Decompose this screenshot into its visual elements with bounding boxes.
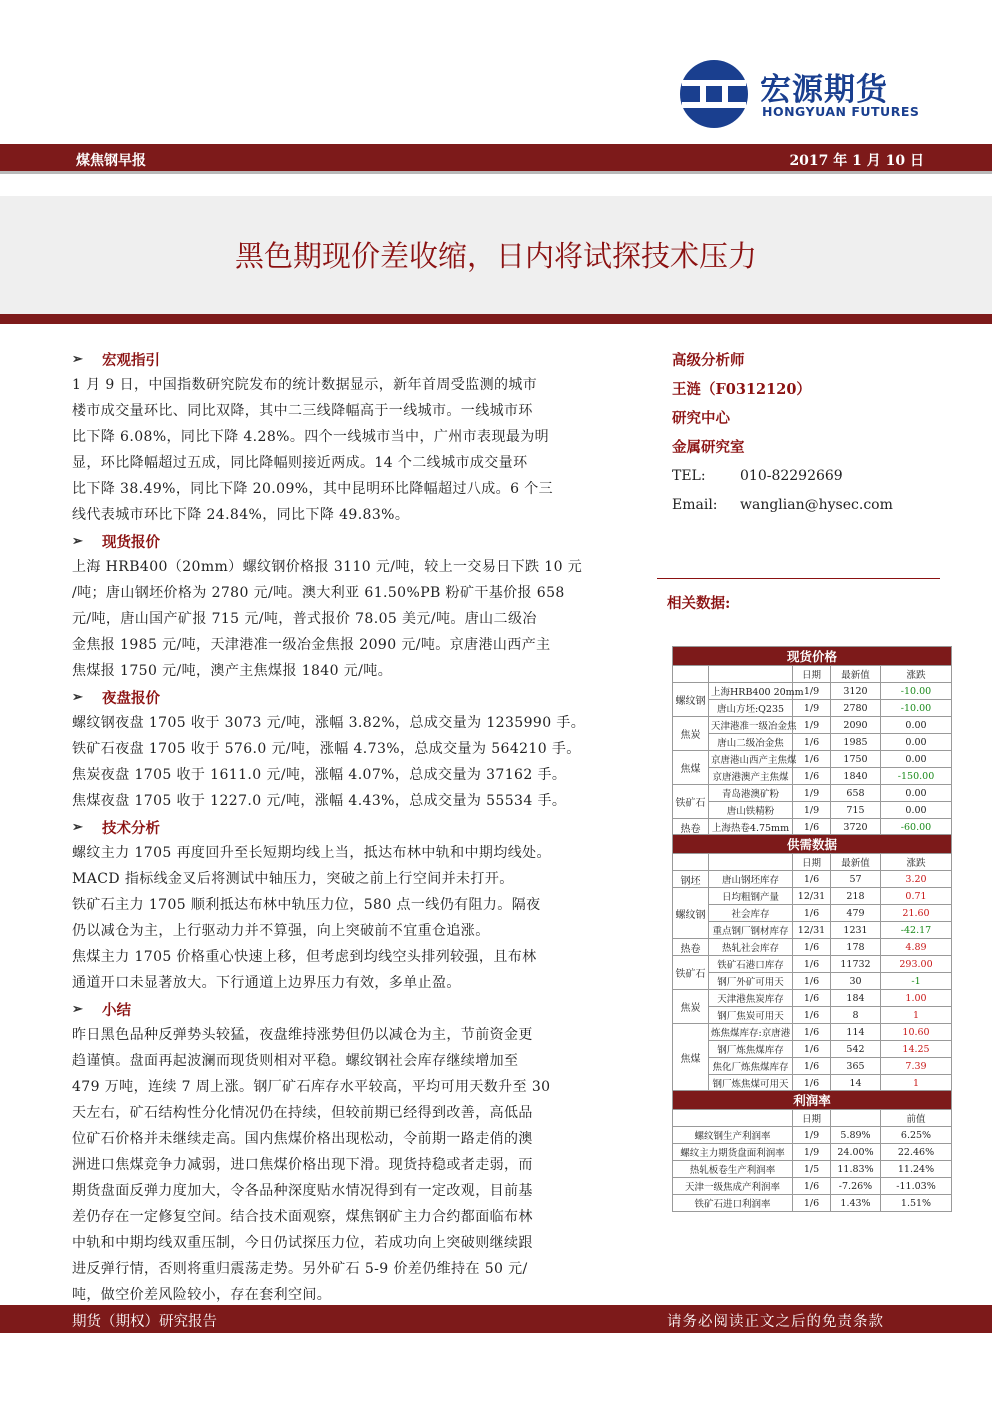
- section-heading-text: 小结: [102, 1001, 131, 1019]
- title-divider: [0, 314, 992, 324]
- table-row: [673, 1075, 952, 1092]
- row-change: 0.00: [881, 802, 952, 819]
- row-change: -10.00: [881, 683, 952, 700]
- row-date: 1/6: [793, 990, 831, 1007]
- row-category: 焦煤: [673, 1024, 709, 1092]
- row-value: 658: [831, 785, 881, 802]
- row-value: 57: [831, 871, 881, 888]
- title-box: [0, 196, 992, 318]
- row-date: 1/6: [793, 1058, 831, 1075]
- row-value: 3720: [831, 819, 881, 836]
- row-date: 1/9: [793, 1127, 831, 1144]
- row-change: 0.00: [881, 751, 952, 768]
- row-date: 1/9: [793, 802, 831, 819]
- row-change: 293.00: [881, 956, 952, 973]
- report-date: 2017 年 1 月 10 日: [789, 153, 924, 169]
- column-header: 涨跌: [881, 854, 952, 871]
- row-category: 钢坯: [673, 871, 709, 888]
- row-category: 焦炭: [673, 717, 709, 751]
- section-text-line: 螺纹主力 1705 再度回升至长短期均线上当，抵达布林中轨和中期均线处。: [72, 845, 551, 861]
- row-value: 1840: [831, 768, 881, 785]
- row-item: 天津港焦炭库存: [709, 990, 793, 1007]
- row-item: 钢厂炼焦煤可用天: [709, 1075, 793, 1092]
- table-row: [673, 1007, 952, 1024]
- table-row: [673, 1178, 952, 1195]
- related-data-label: 相关数据:: [667, 595, 731, 612]
- section-text-line: 差仍存在一定修复空间。结合技术面观察，煤焦钢矿主力合约都面临布林: [72, 1209, 533, 1225]
- row-change: 1.00: [881, 990, 952, 1007]
- column-header: 日期: [793, 1110, 831, 1127]
- row-item: 天津一级焦成产利润率: [673, 1178, 793, 1195]
- logo-emblem-icon: [678, 58, 750, 130]
- table-title-row: [673, 1091, 952, 1110]
- table-row: [673, 802, 952, 819]
- section-text-line: 上海 HRB400（20mm）螺纹钢价格报 3110 元/吨，较上一交易日下跌 10 元: [72, 559, 583, 575]
- section-text-line: 金焦报 1985 元/吨，天津港准一级冶金焦报 2090 元/吨。京唐港山西产主: [72, 637, 551, 653]
- row-date: 1/6: [793, 734, 831, 751]
- section-text-line: 焦煤主力 1705 价格重心快速上移，但考虑到均线空头排列较强，且布林: [72, 949, 537, 965]
- row-date: 1/6: [793, 1024, 831, 1041]
- table-header-row: [673, 1110, 952, 1127]
- row-value: 178: [831, 939, 881, 956]
- row-item: 焦化厂炼焦煤库存: [709, 1058, 793, 1075]
- row-item: 唐山钢坯库存: [709, 871, 793, 888]
- section-text-line: 期货盘面反弹力度加大，令各品种深度贴水情况得到有一定改观，目前基: [72, 1183, 533, 1199]
- table-row: [673, 990, 952, 1007]
- row-value: 479: [831, 905, 881, 922]
- row-item: 日均粗钢产量: [709, 888, 793, 905]
- header-blank: [673, 1110, 793, 1127]
- table-row: [673, 768, 952, 785]
- section-text-line: 显，环比降幅超过五成，同比降幅则接近两成。14 个二线城市成交量环: [72, 455, 528, 471]
- row-item: 铁矿石港口库存: [709, 956, 793, 973]
- section-text-line: 通道开口未显著放大。下行通道上边界压力有效，多单止盈。: [72, 975, 461, 991]
- row-value: 11.83%: [831, 1161, 881, 1178]
- tel-value: 010-82292669: [740, 468, 843, 484]
- table-title-row: [673, 835, 952, 854]
- section-text-line: 铁矿石夜盘 1705 收于 576.0 元/吨，涨幅 4.73%，总成交量为 564210 手。: [72, 741, 581, 757]
- row-date: 1/6: [793, 1041, 831, 1058]
- column-header: 日期: [793, 666, 831, 683]
- table-row: [673, 939, 952, 956]
- row-item: 炼焦煤库存:京唐港: [709, 1024, 793, 1041]
- section-arrow-icon: ➢: [72, 689, 83, 705]
- analyst-dept-2: 金属研究室: [672, 439, 745, 456]
- row-value: 30: [831, 973, 881, 990]
- section-heading: [72, 814, 630, 840]
- row-change: 1: [881, 1007, 952, 1024]
- row-item: 螺纹钢生产利润率: [673, 1127, 793, 1144]
- row-value: 24.00%: [831, 1144, 881, 1161]
- row-date: 1/6: [793, 819, 831, 836]
- section-heading-text: 技术分析: [102, 819, 160, 837]
- table-title: 供需数据: [673, 835, 952, 854]
- row-value: 715: [831, 802, 881, 819]
- section-text-line: 中轨和中期均线双重压制，今日仍试探压力位，若成功向上突破则继续跟: [72, 1235, 533, 1251]
- section-heading: [72, 996, 630, 1022]
- row-date: 1/6: [793, 1007, 831, 1024]
- table-row: [673, 734, 952, 751]
- row-item: 螺纹主力期货盘面利润率: [673, 1144, 793, 1161]
- row-change: 3.20: [881, 871, 952, 888]
- profit-margin-table: [672, 1090, 952, 1212]
- table-header-row: [673, 666, 952, 683]
- section-text-line: 趋谨慎。盘面再起波澜而现货则相对平稳。螺纹钢社会库存继续增加至: [72, 1053, 519, 1069]
- section-text-line: 仍以减仓为主，上行驱动力并不算强，向上突破前不宜重仓追涨。: [72, 923, 490, 939]
- section-arrow-icon: ➢: [72, 819, 83, 835]
- section-text-line: 线代表城市环比下降 24.84%，同比下降 49.83%。: [72, 507, 410, 523]
- row-value: 14: [831, 1075, 881, 1092]
- footer-disclaimer[interactable]: 请务必阅读正文之后的免责条款: [667, 1314, 884, 1330]
- row-item: 青岛港澳矿粉: [709, 785, 793, 802]
- section-heading-text: 夜盘报价: [102, 689, 160, 707]
- supply-demand-table: [672, 834, 952, 1092]
- row-category: 焦炭: [673, 990, 709, 1024]
- analyst-dept-1: 研究中心: [672, 410, 730, 427]
- table-row: [673, 922, 952, 939]
- analyst-info: [672, 346, 952, 520]
- table-title-row: [673, 647, 952, 666]
- table-title: 利润率: [673, 1091, 952, 1110]
- table-row: [673, 888, 952, 905]
- row-change: -60.00: [881, 819, 952, 836]
- row-value: 1231: [831, 922, 881, 939]
- section-arrow-icon: ➢: [72, 1001, 83, 1017]
- row-item: 上海热卷4.75mm: [709, 819, 793, 836]
- row-previous: -11.03%: [881, 1178, 952, 1195]
- contact-email: [672, 491, 952, 520]
- row-item: 钢厂焦炭可用天: [709, 1007, 793, 1024]
- column-header: 前值: [881, 1110, 952, 1127]
- email-value[interactable]: wanglian@hysec.com: [740, 497, 893, 513]
- row-change: -42.17: [881, 922, 952, 939]
- section-text-line: 位矿石价格并未继续走高。国内焦煤价格出现松动，令前期一路走俏的澳: [72, 1131, 533, 1147]
- section-text-line: 焦煤报 1750 元/吨，澳产主焦煤报 1840 元/吨。: [72, 663, 393, 679]
- header-blank: [673, 854, 709, 871]
- row-change: 0.00: [881, 734, 952, 751]
- table-row: [673, 700, 952, 717]
- section-text-line: 楼市成交量环比、同比双降，其中二三线降幅高于一线城市。一线城市环: [72, 403, 533, 419]
- row-date: 1/9: [793, 1144, 831, 1161]
- section-heading: [72, 346, 630, 372]
- section-text-line: 焦煤夜盘 1705 收于 1227.0 元/吨，涨幅 4.43%，总成交量为 55534 手。: [72, 793, 567, 809]
- row-item: 上海HRB400 20mm: [709, 683, 793, 700]
- section-text-line: 元/吨，唐山国产矿报 715 元/吨，普式报价 78.05 美元/吨。唐山二级冶: [72, 611, 537, 627]
- row-date: 1/6: [793, 871, 831, 888]
- row-date: 1/5: [793, 1161, 831, 1178]
- row-category: 螺纹钢: [673, 888, 709, 939]
- table-row: [673, 1127, 952, 1144]
- table-row: [673, 871, 952, 888]
- column-header: 日期: [793, 854, 831, 871]
- row-date: 1/6: [793, 768, 831, 785]
- row-category: 铁矿石: [673, 956, 709, 990]
- row-change: -150.00: [881, 768, 952, 785]
- header-bar: [0, 144, 992, 174]
- row-category: 铁矿石: [673, 785, 709, 819]
- row-value: 2090: [831, 717, 881, 734]
- section-text-line: /吨；唐山钢坯价格为 2780 元/吨。澳大利亚 61.50%PB 粉矿干基价报 658: [72, 585, 565, 601]
- row-value: 8: [831, 1007, 881, 1024]
- row-item: 重点钢厂钢材库存: [709, 922, 793, 939]
- header-blank: [673, 666, 709, 683]
- row-item: 钢厂炼焦煤库存: [709, 1041, 793, 1058]
- row-item: 京唐港澳产主焦煤: [709, 768, 793, 785]
- section-text-line: 1 月 9 日，中国指数研究院发布的统计数据显示，新年首周受监测的城市: [72, 377, 538, 393]
- row-change: 0.71: [881, 888, 952, 905]
- section-text-line: 天左右，矿石结构性分化情况仍在持续，但较前期已经得到改善，高低品: [72, 1105, 533, 1121]
- email-label: Email:: [672, 497, 718, 513]
- company-logo: [678, 58, 928, 134]
- row-value: 184: [831, 990, 881, 1007]
- row-date: 1/6: [793, 973, 831, 990]
- row-item: 唐山二级冶金焦: [709, 734, 793, 751]
- page-title: 黑色期现价差收缩，日内将试探技术压力: [234, 239, 757, 273]
- footer-report-type: 期货（期权）研究报告: [72, 1314, 217, 1330]
- row-change: 14.25: [881, 1041, 952, 1058]
- row-change: 0.00: [881, 717, 952, 734]
- row-date: 1/9: [793, 683, 831, 700]
- row-change: 7.39: [881, 1058, 952, 1075]
- row-value: 1985: [831, 734, 881, 751]
- row-value: 3120: [831, 683, 881, 700]
- table-row: [673, 785, 952, 802]
- contact-tel: [672, 462, 952, 491]
- row-value: 1.43%: [831, 1195, 881, 1212]
- row-value: 1750: [831, 751, 881, 768]
- row-item: 唐山铁精粉: [709, 802, 793, 819]
- table-row: [673, 1161, 952, 1178]
- section-text-line: 昨日黑色品种反弹势头较猛，夜盘维持涨势但仍以减仓为主，节前资金更: [72, 1027, 533, 1043]
- row-item: 社会库存: [709, 905, 793, 922]
- header-blank: [709, 666, 793, 683]
- section-text-line: 吨，做空价差风险较小，存在套利空间。: [72, 1287, 332, 1303]
- section-text-line: 479 万吨，连续 7 周上涨。钢厂矿石库存水平较高，平均可用天数升至 30: [72, 1079, 551, 1095]
- report-type: 煤焦钢早报: [76, 153, 146, 169]
- row-change: 21.60: [881, 905, 952, 922]
- section-text-line: 比下降 38.49%，同比下降 20.09%，其中昆明环比降幅超过八成。6 个三: [72, 481, 554, 497]
- main-content: [72, 346, 630, 1308]
- table-row: [673, 973, 952, 990]
- section-text-line: 比下降 6.08%，同比下降 4.28%。四个一线城市当中，广州市表现最为明: [72, 429, 550, 445]
- row-change: -1: [881, 973, 952, 990]
- row-date: 12/31: [793, 922, 831, 939]
- row-change: 4.89: [881, 939, 952, 956]
- section-text-line: 铁矿石主力 1705 顺利抵达布林中轨压力位，580 点一线仍有阻力。隔夜: [72, 897, 541, 913]
- row-change: 1: [881, 1075, 952, 1092]
- column-header: 最新值: [831, 854, 881, 871]
- row-category: 焦煤: [673, 751, 709, 785]
- column-header: 最新值: [831, 666, 881, 683]
- section-text-line: 洲进口焦煤竞争力减弱，进口焦煤价格出现下滑。现货持稳或者走弱，而: [72, 1157, 533, 1173]
- row-date: 1/6: [793, 1195, 831, 1212]
- section-heading: [72, 528, 630, 554]
- row-value: 5.89%: [831, 1127, 881, 1144]
- table-row: [673, 1195, 952, 1212]
- row-previous: 6.25%: [881, 1127, 952, 1144]
- row-value: 365: [831, 1058, 881, 1075]
- row-category: 热卷: [673, 819, 709, 836]
- row-value: 114: [831, 1024, 881, 1041]
- row-item: 热轧板卷生产利润率: [673, 1161, 793, 1178]
- row-category: 热卷: [673, 939, 709, 956]
- row-previous: 1.51%: [881, 1195, 952, 1212]
- row-date: 1/6: [793, 1075, 831, 1092]
- row-item: 热轧社会库存: [709, 939, 793, 956]
- row-date: 1/6: [793, 939, 831, 956]
- spot-price-table: [672, 646, 952, 836]
- logo-chinese-name: 宏源期货: [760, 72, 888, 108]
- table-row: [673, 717, 952, 734]
- row-item: 钢厂外矿可用天: [709, 973, 793, 990]
- row-previous: 22.46%: [881, 1144, 952, 1161]
- header-blank: [831, 1110, 881, 1127]
- row-change: 10.60: [881, 1024, 952, 1041]
- sidebar-divider: [657, 578, 940, 579]
- column-header: 涨跌: [881, 666, 952, 683]
- table-row: [673, 683, 952, 700]
- table-row: [673, 819, 952, 836]
- row-item: 天津港准一级冶金焦: [709, 717, 793, 734]
- row-change: -10.00: [881, 700, 952, 717]
- table-header-row: [673, 854, 952, 871]
- tel-label: TEL:: [672, 468, 706, 484]
- row-date: 1/6: [793, 1178, 831, 1195]
- table-row: [673, 1024, 952, 1041]
- section-arrow-icon: ➢: [72, 351, 83, 367]
- section-text-line: 进反弹行情，否则将重归震荡走势。另外矿石 5-9 价差仍维持在 50 元/: [72, 1261, 528, 1277]
- table-row: [673, 1041, 952, 1058]
- row-change: 0.00: [881, 785, 952, 802]
- row-date: 1/9: [793, 700, 831, 717]
- row-value: 218: [831, 888, 881, 905]
- row-item: 唐山方坯:Q235: [709, 700, 793, 717]
- row-value: 11732: [831, 956, 881, 973]
- analyst-role: 高级分析师: [672, 352, 745, 369]
- row-value: 2780: [831, 700, 881, 717]
- row-date: 12/31: [793, 888, 831, 905]
- row-category: 螺纹钢: [673, 683, 709, 717]
- section-arrow-icon: ➢: [72, 533, 83, 549]
- row-value: 542: [831, 1041, 881, 1058]
- table-row: [673, 905, 952, 922]
- row-date: 1/6: [793, 751, 831, 768]
- section-heading: [72, 684, 630, 710]
- row-date: 1/6: [793, 956, 831, 973]
- section-text-line: 焦炭夜盘 1705 收于 1611.0 元/吨，涨幅 4.07%，总成交量为 37162 手。: [72, 767, 567, 783]
- logo-english-name: HONGYUAN FUTURES: [762, 104, 920, 119]
- table-row: [673, 1058, 952, 1075]
- section-heading-text: 现货报价: [102, 533, 160, 551]
- section-text-line: 螺纹钢夜盘 1705 收于 3073 元/吨，涨幅 3.82%，总成交量为 1235990 手。: [72, 715, 586, 731]
- section-text-line: MACD 指标线金叉后将测试中轴压力，突破之前上行空间并未打开。: [72, 871, 514, 887]
- row-date: 1/9: [793, 785, 831, 802]
- table-title: 现货价格: [673, 647, 952, 666]
- row-value: -7.26%: [831, 1178, 881, 1195]
- table-row: [673, 956, 952, 973]
- footer-bar: [0, 1305, 992, 1333]
- section-heading-text: 宏观指引: [102, 351, 160, 369]
- row-date: 1/9: [793, 717, 831, 734]
- table-row: [673, 1144, 952, 1161]
- row-item: 京唐港山西产主焦煤: [709, 751, 793, 768]
- header-blank: [709, 854, 793, 871]
- row-previous: 11.24%: [881, 1161, 952, 1178]
- analyst-name: 王涟（F0312120）: [672, 381, 811, 398]
- row-item: 铁矿石进口利润率: [673, 1195, 793, 1212]
- table-row: [673, 751, 952, 768]
- row-date: 1/6: [793, 905, 831, 922]
